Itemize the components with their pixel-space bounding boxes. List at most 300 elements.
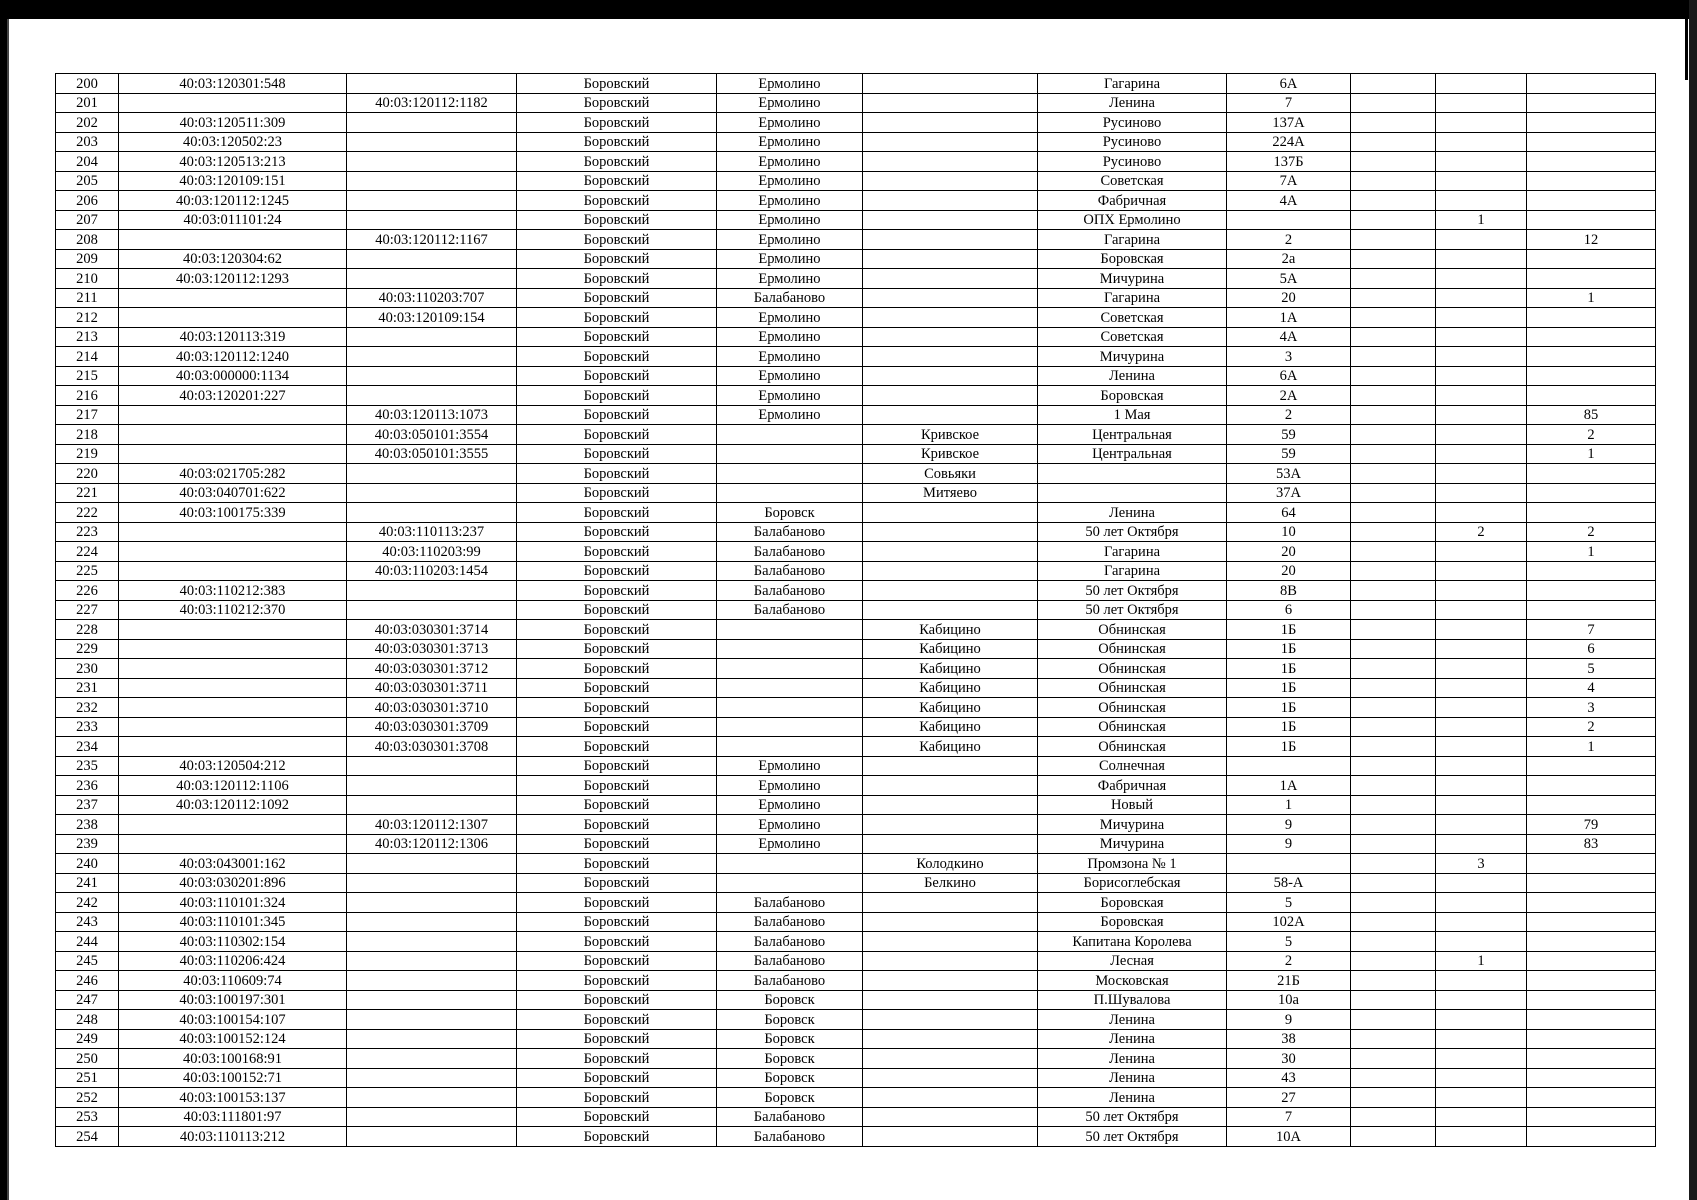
- extra-col-1-cell: [1351, 561, 1436, 581]
- table-row: [56, 444, 1656, 464]
- extra-col-1-cell: [1351, 912, 1436, 932]
- village-cell: [863, 1029, 1038, 1049]
- table-row: [56, 347, 1656, 367]
- cadastral-number-land-cell: 40:03:021705:282: [119, 464, 347, 484]
- apartment-count-cell: [1527, 1068, 1656, 1088]
- row-number-cell: 224: [56, 542, 119, 562]
- district-cell: Боровский: [517, 1029, 717, 1049]
- row-number-cell: 208: [56, 230, 119, 250]
- cadastral-number-building-cell: [347, 249, 517, 269]
- row-number-cell: 215: [56, 366, 119, 386]
- extra-col-2-cell: [1436, 698, 1527, 718]
- apartment-count-cell: [1527, 795, 1656, 815]
- district-cell: Боровский: [517, 483, 717, 503]
- table-row: [56, 698, 1656, 718]
- extra-col-2-cell: [1436, 74, 1527, 94]
- table-row: [56, 171, 1656, 191]
- district-cell: Боровский: [517, 815, 717, 835]
- table-row: [56, 678, 1656, 698]
- extra-col-2-cell: [1436, 1127, 1527, 1147]
- street-cell: Московская: [1038, 971, 1227, 991]
- extra-col-1-cell: [1351, 620, 1436, 640]
- cadastral-number-building-cell: [347, 366, 517, 386]
- table-row: [56, 717, 1656, 737]
- apartment-count-cell: 12: [1527, 230, 1656, 250]
- extra-col-2-cell: [1436, 405, 1527, 425]
- cadastral-number-building-cell: [347, 1068, 517, 1088]
- village-cell: [863, 132, 1038, 152]
- street-cell: Советская: [1038, 171, 1227, 191]
- apartment-count-cell: [1527, 893, 1656, 913]
- city-cell: Ермолино: [717, 327, 863, 347]
- house-number-cell: 1Б: [1227, 717, 1351, 737]
- table-row: [56, 600, 1656, 620]
- extra-col-2-cell: [1436, 776, 1527, 796]
- extra-col-2-cell: [1436, 366, 1527, 386]
- cadastral-number-building-cell: 40:03:120113:1073: [347, 405, 517, 425]
- cadastral-number-building-cell: 40:03:030301:3712: [347, 659, 517, 679]
- row-number-cell: 211: [56, 288, 119, 308]
- street-cell: Мичурина: [1038, 269, 1227, 289]
- extra-col-2-cell: [1436, 113, 1527, 133]
- table-row: [56, 386, 1656, 406]
- apartment-count-cell: [1527, 327, 1656, 347]
- city-cell: Балабаново: [717, 1127, 863, 1147]
- table-row: [56, 1127, 1656, 1147]
- cadastral-number-building-cell: [347, 503, 517, 523]
- cadastral-number-land-cell: 40:03:120113:319: [119, 327, 347, 347]
- street-cell: Боровская: [1038, 249, 1227, 269]
- table-row: [56, 288, 1656, 308]
- cadastral-number-building-cell: [347, 990, 517, 1010]
- city-cell: Балабаново: [717, 581, 863, 601]
- house-number-cell: 4А: [1227, 191, 1351, 211]
- city-cell: Боровск: [717, 990, 863, 1010]
- extra-col-2-cell: [1436, 561, 1527, 581]
- street-cell: Лесная: [1038, 951, 1227, 971]
- row-number-cell: 223: [56, 522, 119, 542]
- district-cell: Боровский: [517, 191, 717, 211]
- street-cell: 1 Мая: [1038, 405, 1227, 425]
- extra-col-2-cell: [1436, 834, 1527, 854]
- village-cell: [863, 756, 1038, 776]
- village-cell: Совьяки: [863, 464, 1038, 484]
- house-number-cell: 5А: [1227, 269, 1351, 289]
- cadastral-number-land-cell: [119, 561, 347, 581]
- district-cell: Боровский: [517, 210, 717, 230]
- apartment-count-cell: 7: [1527, 620, 1656, 640]
- row-number-cell: 206: [56, 191, 119, 211]
- extra-col-1-cell: [1351, 1010, 1436, 1030]
- table-row: [56, 1068, 1656, 1088]
- village-cell: [863, 834, 1038, 854]
- table-row: [56, 483, 1656, 503]
- cadastral-number-land-cell: 40:03:120201:227: [119, 386, 347, 406]
- scan-right-border: [1689, 0, 1697, 1200]
- house-number-cell: 2: [1227, 230, 1351, 250]
- cadastral-number-land-cell: [119, 698, 347, 718]
- extra-col-1-cell: [1351, 113, 1436, 133]
- row-number-cell: 254: [56, 1127, 119, 1147]
- extra-col-1-cell: [1351, 581, 1436, 601]
- row-number-cell: 220: [56, 464, 119, 484]
- apartment-count-cell: [1527, 464, 1656, 484]
- cadastral-number-land-cell: [119, 230, 347, 250]
- extra-col-1-cell: [1351, 249, 1436, 269]
- table-row: [56, 834, 1656, 854]
- city-cell: Ермолино: [717, 834, 863, 854]
- extra-col-1-cell: [1351, 795, 1436, 815]
- street-cell: Капитана Королева: [1038, 932, 1227, 952]
- city-cell: [717, 639, 863, 659]
- apartment-count-cell: [1527, 756, 1656, 776]
- cadastral-number-building-cell: [347, 893, 517, 913]
- extra-col-1-cell: [1351, 854, 1436, 874]
- row-number-cell: 218: [56, 425, 119, 445]
- district-cell: Боровский: [517, 93, 717, 113]
- table-row: [56, 405, 1656, 425]
- cadastral-number-building-cell: [347, 152, 517, 172]
- city-cell: Ермолино: [717, 210, 863, 230]
- cadastral-number-land-cell: 40:03:120112:1092: [119, 795, 347, 815]
- district-cell: Боровский: [517, 152, 717, 172]
- city-cell: Боровск: [717, 1049, 863, 1069]
- cadastral-number-land-cell: 40:03:120301:548: [119, 74, 347, 94]
- district-cell: Боровский: [517, 288, 717, 308]
- apartment-count-cell: [1527, 152, 1656, 172]
- extra-col-2-cell: [1436, 191, 1527, 211]
- apartment-count-cell: 79: [1527, 815, 1656, 835]
- district-cell: Боровский: [517, 932, 717, 952]
- cadastral-number-land-cell: 40:03:111801:97: [119, 1107, 347, 1127]
- cadastral-number-building-cell: [347, 132, 517, 152]
- street-cell: 50 лет Октября: [1038, 600, 1227, 620]
- house-number-cell: 6А: [1227, 74, 1351, 94]
- city-cell: Ермолино: [717, 756, 863, 776]
- extra-col-2-cell: [1436, 1088, 1527, 1108]
- house-number-cell: 1Б: [1227, 737, 1351, 757]
- village-cell: [863, 230, 1038, 250]
- village-cell: [863, 249, 1038, 269]
- district-cell: Боровский: [517, 522, 717, 542]
- apartment-count-cell: [1527, 483, 1656, 503]
- house-number-cell: 10: [1227, 522, 1351, 542]
- apartment-count-cell: [1527, 776, 1656, 796]
- row-number-cell: 242: [56, 893, 119, 913]
- city-cell: Ермолино: [717, 347, 863, 367]
- village-cell: [863, 1107, 1038, 1127]
- house-number-cell: 3: [1227, 347, 1351, 367]
- cadastral-number-building-cell: [347, 932, 517, 952]
- district-cell: Боровский: [517, 659, 717, 679]
- cadastral-number-land-cell: 40:03:110212:370: [119, 600, 347, 620]
- apartment-count-cell: 6: [1527, 639, 1656, 659]
- apartment-count-cell: [1527, 932, 1656, 952]
- extra-col-1-cell: [1351, 483, 1436, 503]
- district-cell: Боровский: [517, 503, 717, 523]
- city-cell: Балабаново: [717, 893, 863, 913]
- city-cell: [717, 698, 863, 718]
- city-cell: Ермолино: [717, 269, 863, 289]
- row-number-cell: 217: [56, 405, 119, 425]
- city-cell: Ермолино: [717, 74, 863, 94]
- district-cell: Боровский: [517, 737, 717, 757]
- apartment-count-cell: [1527, 1127, 1656, 1147]
- city-cell: Ермолино: [717, 249, 863, 269]
- district-cell: Боровский: [517, 386, 717, 406]
- village-cell: [863, 405, 1038, 425]
- city-cell: [717, 620, 863, 640]
- extra-col-2-cell: [1436, 659, 1527, 679]
- house-number-cell: 1: [1227, 795, 1351, 815]
- district-cell: Боровский: [517, 464, 717, 484]
- street-cell: 50 лет Октября: [1038, 1107, 1227, 1127]
- extra-col-2-cell: [1436, 678, 1527, 698]
- house-number-cell: 1А: [1227, 308, 1351, 328]
- cadastral-number-land-cell: 40:03:120511:309: [119, 113, 347, 133]
- house-number-cell: 9: [1227, 834, 1351, 854]
- house-number-cell: 38: [1227, 1029, 1351, 1049]
- table-row: [56, 522, 1656, 542]
- street-cell: Боровская: [1038, 893, 1227, 913]
- house-number-cell: 20: [1227, 542, 1351, 562]
- extra-col-1-cell: [1351, 210, 1436, 230]
- village-cell: [863, 600, 1038, 620]
- city-cell: Ермолино: [717, 308, 863, 328]
- cadastral-number-building-cell: [347, 269, 517, 289]
- extra-col-2-cell: [1436, 425, 1527, 445]
- table-row: [56, 191, 1656, 211]
- village-cell: [863, 93, 1038, 113]
- house-number-cell: 1Б: [1227, 620, 1351, 640]
- city-cell: Ермолино: [717, 152, 863, 172]
- street-cell: Боровская: [1038, 912, 1227, 932]
- cadastral-number-land-cell: [119, 542, 347, 562]
- village-cell: [863, 74, 1038, 94]
- cadastral-number-building-cell: [347, 327, 517, 347]
- table-row: [56, 1049, 1656, 1069]
- village-cell: Кабицино: [863, 678, 1038, 698]
- house-number-cell: 7А: [1227, 171, 1351, 191]
- district-cell: Боровский: [517, 717, 717, 737]
- register-table-body: [56, 74, 1656, 1147]
- extra-col-2-cell: [1436, 600, 1527, 620]
- city-cell: [717, 717, 863, 737]
- house-number-cell: 21Б: [1227, 971, 1351, 991]
- apartment-count-cell: [1527, 386, 1656, 406]
- district-cell: Боровский: [517, 1127, 717, 1147]
- extra-col-2-cell: [1436, 1068, 1527, 1088]
- extra-col-1-cell: [1351, 698, 1436, 718]
- row-number-cell: 247: [56, 990, 119, 1010]
- street-cell: Солнечная: [1038, 756, 1227, 776]
- cadastral-number-land-cell: [119, 93, 347, 113]
- extra-col-1-cell: [1351, 444, 1436, 464]
- street-cell: Мичурина: [1038, 815, 1227, 835]
- cadastral-number-land-cell: [119, 620, 347, 640]
- street-cell: Обнинская: [1038, 678, 1227, 698]
- apartment-count-cell: [1527, 581, 1656, 601]
- extra-col-2-cell: [1436, 990, 1527, 1010]
- house-number-cell: 5: [1227, 893, 1351, 913]
- row-number-cell: 237: [56, 795, 119, 815]
- district-cell: Боровский: [517, 327, 717, 347]
- extra-col-1-cell: [1351, 464, 1436, 484]
- row-number-cell: 214: [56, 347, 119, 367]
- cadastral-number-land-cell: [119, 405, 347, 425]
- cadastral-number-land-cell: 40:03:011101:24: [119, 210, 347, 230]
- table-row: [56, 366, 1656, 386]
- village-cell: Кабицино: [863, 639, 1038, 659]
- district-cell: Боровский: [517, 795, 717, 815]
- village-cell: [863, 152, 1038, 172]
- extra-col-1-cell: [1351, 737, 1436, 757]
- house-number-cell: 37А: [1227, 483, 1351, 503]
- street-cell: Русиново: [1038, 152, 1227, 172]
- row-number-cell: 234: [56, 737, 119, 757]
- extra-col-1-cell: [1351, 386, 1436, 406]
- apartment-count-cell: [1527, 347, 1656, 367]
- street-cell: Обнинская: [1038, 737, 1227, 757]
- street-cell: Обнинская: [1038, 639, 1227, 659]
- cadastral-number-land-cell: 40:03:100197:301: [119, 990, 347, 1010]
- table-row: [56, 113, 1656, 133]
- apartment-count-cell: [1527, 113, 1656, 133]
- table-row: [56, 912, 1656, 932]
- row-number-cell: 207: [56, 210, 119, 230]
- district-cell: Боровский: [517, 951, 717, 971]
- extra-col-1-cell: [1351, 542, 1436, 562]
- village-cell: [863, 581, 1038, 601]
- table-row: [56, 132, 1656, 152]
- district-cell: Боровский: [517, 269, 717, 289]
- table-row: [56, 503, 1656, 523]
- apartment-count-cell: [1527, 366, 1656, 386]
- row-number-cell: 252: [56, 1088, 119, 1108]
- cadastral-number-land-cell: 40:03:110101:345: [119, 912, 347, 932]
- village-cell: Кабицино: [863, 717, 1038, 737]
- city-cell: Боровск: [717, 1029, 863, 1049]
- street-cell: Боровская: [1038, 386, 1227, 406]
- village-cell: Кривское: [863, 425, 1038, 445]
- village-cell: [863, 1068, 1038, 1088]
- street-cell: Ленина: [1038, 1068, 1227, 1088]
- row-number-cell: 240: [56, 854, 119, 874]
- table-row: [56, 464, 1656, 484]
- city-cell: Балабаново: [717, 542, 863, 562]
- cadastral-number-land-cell: 40:03:120513:213: [119, 152, 347, 172]
- cadastral-number-building-cell: 40:03:110203:707: [347, 288, 517, 308]
- street-cell: Ленина: [1038, 93, 1227, 113]
- apartment-count-cell: [1527, 561, 1656, 581]
- row-number-cell: 236: [56, 776, 119, 796]
- row-number-cell: 229: [56, 639, 119, 659]
- extra-col-1-cell: [1351, 405, 1436, 425]
- cadastral-number-building-cell: [347, 776, 517, 796]
- district-cell: Боровский: [517, 854, 717, 874]
- city-cell: Балабаново: [717, 288, 863, 308]
- apartment-count-cell: [1527, 503, 1656, 523]
- street-cell: Обнинская: [1038, 717, 1227, 737]
- table-row: [56, 542, 1656, 562]
- city-cell: Балабаново: [717, 932, 863, 952]
- street-cell: Фабричная: [1038, 191, 1227, 211]
- extra-col-2-cell: [1436, 152, 1527, 172]
- cadastral-number-building-cell: [347, 1107, 517, 1127]
- district-cell: Боровский: [517, 444, 717, 464]
- extra-col-1-cell: [1351, 873, 1436, 893]
- cadastral-number-land-cell: 40:03:043001:162: [119, 854, 347, 874]
- house-number-cell: [1227, 854, 1351, 874]
- street-cell: Центральная: [1038, 444, 1227, 464]
- scan-left-border: [0, 19, 7, 1200]
- cadastral-number-building-cell: [347, 464, 517, 484]
- district-cell: Боровский: [517, 308, 717, 328]
- apartment-count-cell: [1527, 1029, 1656, 1049]
- extra-col-2-cell: [1436, 327, 1527, 347]
- city-cell: Балабаново: [717, 1107, 863, 1127]
- city-cell: [717, 425, 863, 445]
- district-cell: Боровский: [517, 347, 717, 367]
- cadastral-number-land-cell: 40:03:040701:622: [119, 483, 347, 503]
- cadastral-number-land-cell: [119, 425, 347, 445]
- street-cell: Ленина: [1038, 1088, 1227, 1108]
- row-number-cell: 225: [56, 561, 119, 581]
- apartment-count-cell: [1527, 210, 1656, 230]
- extra-col-2-cell: [1436, 873, 1527, 893]
- city-cell: Ермолино: [717, 405, 863, 425]
- village-cell: [863, 522, 1038, 542]
- apartment-count-cell: [1527, 191, 1656, 211]
- row-number-cell: 221: [56, 483, 119, 503]
- village-cell: [863, 288, 1038, 308]
- district-cell: Боровский: [517, 561, 717, 581]
- extra-col-2-cell: [1436, 795, 1527, 815]
- table-row: [56, 776, 1656, 796]
- extra-col-2-cell: 2: [1436, 522, 1527, 542]
- apartment-count-cell: [1527, 600, 1656, 620]
- row-number-cell: 241: [56, 873, 119, 893]
- apartment-count-cell: 2: [1527, 717, 1656, 737]
- cadastral-number-building-cell: [347, 347, 517, 367]
- city-cell: [717, 854, 863, 874]
- apartment-count-cell: [1527, 990, 1656, 1010]
- extra-col-2-cell: [1436, 581, 1527, 601]
- extra-col-1-cell: [1351, 230, 1436, 250]
- apartment-count-cell: [1527, 873, 1656, 893]
- city-cell: Балабаново: [717, 971, 863, 991]
- district-cell: Боровский: [517, 113, 717, 133]
- cadastral-number-building-cell: [347, 795, 517, 815]
- house-number-cell: [1227, 210, 1351, 230]
- apartment-count-cell: 85: [1527, 405, 1656, 425]
- district-cell: Боровский: [517, 873, 717, 893]
- extra-col-2-cell: [1436, 620, 1527, 640]
- row-number-cell: 227: [56, 600, 119, 620]
- table-row: [56, 971, 1656, 991]
- table-row: [56, 308, 1656, 328]
- street-cell: Ленина: [1038, 366, 1227, 386]
- cadastral-number-land-cell: [119, 678, 347, 698]
- village-cell: [863, 776, 1038, 796]
- district-cell: Боровский: [517, 581, 717, 601]
- apartment-count-cell: [1527, 971, 1656, 991]
- district-cell: Боровский: [517, 74, 717, 94]
- extra-col-1-cell: [1351, 74, 1436, 94]
- village-cell: Кабицино: [863, 620, 1038, 640]
- village-cell: [863, 932, 1038, 952]
- village-cell: [863, 951, 1038, 971]
